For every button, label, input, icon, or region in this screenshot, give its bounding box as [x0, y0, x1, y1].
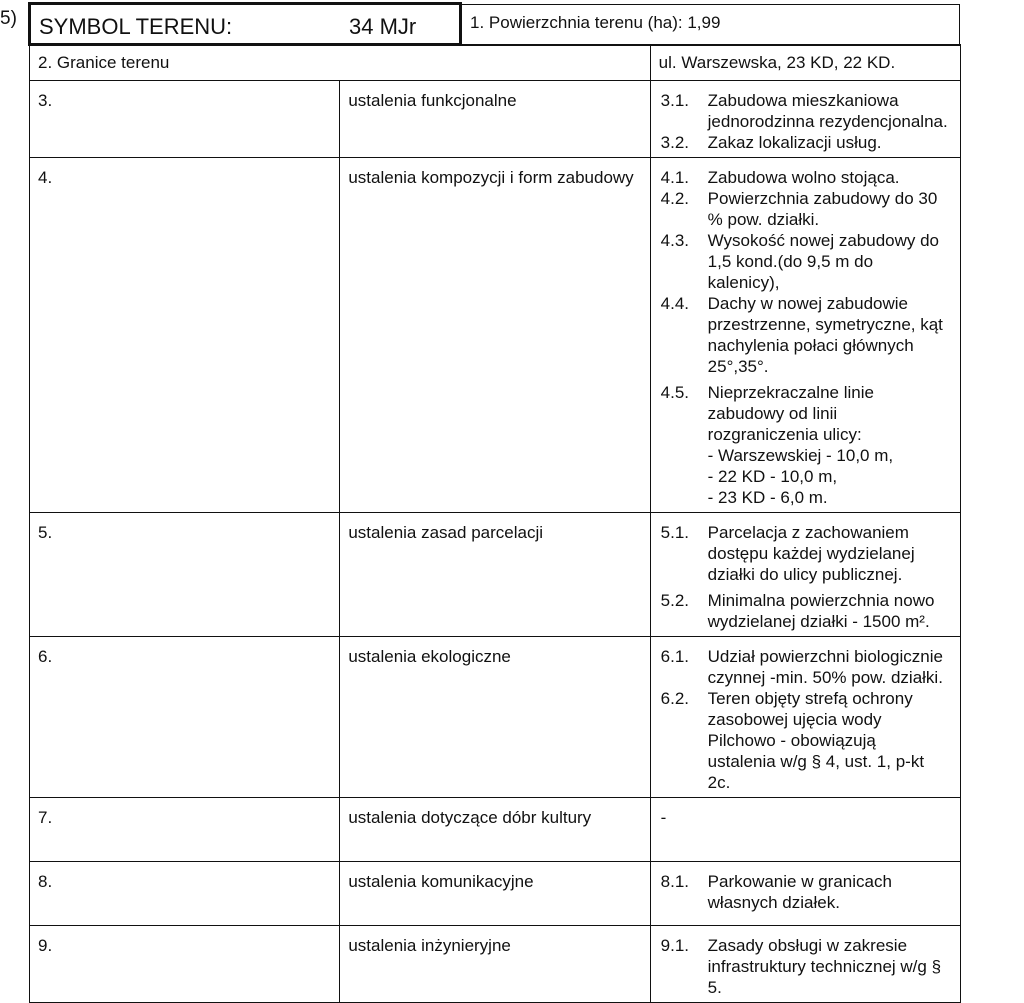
section-number: 5) [0, 8, 17, 29]
row-number: 9. [30, 926, 340, 1003]
list-item: 6.2. Teren objęty strefą ochrony zasobowej ujęcia wody Pilchowo - obowiązują ustalenia w/g § 4, ust. 1, p-kt 2c. [660, 689, 925, 792]
list-item: 8.1. Parkowanie w granicach własnych działek. [660, 872, 892, 912]
row-items [650, 798, 960, 862]
table-row [30, 513, 961, 637]
list-item: 6.1. Udział powierzchni biologicznie czynnej -min. 50% pow. działki. [660, 647, 943, 687]
list-subitem: - Warszewskiej - 10,0 m, [707, 446, 894, 465]
row-name: ustalenia dotyczące dóbr kultury [340, 798, 650, 862]
row-name: ustalenia zasad parcelacji [340, 513, 650, 637]
table-row [30, 798, 961, 862]
row-name: ustalenia inżynieryjne [340, 926, 650, 1003]
row-items [650, 81, 960, 158]
row-number: 8. [30, 862, 340, 926]
table-row [30, 158, 961, 513]
row-number: 7. [30, 798, 340, 862]
header-block [28, 2, 960, 44]
symbol-box [28, 2, 462, 46]
row-items [650, 513, 960, 637]
symbol-value: 34 MJr [349, 14, 417, 39]
row-items [650, 158, 960, 513]
list-subitem: - 23 KD - 6,0 m. [707, 488, 828, 507]
table-row [30, 45, 961, 81]
row-items [650, 862, 960, 926]
list-subitem: - 22 KD - 10,0 m, [707, 467, 838, 486]
list-item: 3.1. Zabudowa mieszkaniowa jednorodzinna rezydencjonalna. [660, 91, 948, 131]
row-items [650, 637, 960, 798]
area-box [462, 4, 960, 46]
row-name: ustalenia kompozycji i form zabudowy [340, 158, 650, 513]
row-number: 6. [30, 637, 340, 798]
list-item: 4.5. Nieprzekraczalne linie zabudowy od linii rozgraniczenia ulicy: [660, 383, 874, 444]
list-item: - [660, 808, 667, 827]
table-row [30, 926, 961, 1003]
row-number: 4. [30, 158, 340, 513]
row-number: 5. [30, 513, 340, 637]
list-item: 4.3. Wysokość nowej zabudowy do 1,5 kond.(do 9,5 m do kalenicy), [660, 231, 940, 292]
list-item: 4.4. Dachy w nowej zabudowie przestrzenne, symetryczne, kąt nachylenia połaci głównych 25°,35°. [660, 294, 943, 376]
row-items [650, 926, 960, 1003]
table-row [30, 81, 961, 158]
boundaries-label: 2. Granice terenu [30, 45, 651, 81]
row-number: 3. [30, 81, 340, 158]
list-item: 4.1. Zabudowa wolno stojąca. [660, 168, 900, 187]
row-name: ustalenia komunikacyjne [340, 862, 650, 926]
provisions-table [29, 44, 961, 1003]
list-item: 4.2. Powierzchnia zabudowy do 30 % pow. działki. [660, 189, 938, 229]
list-item: 3.2. Zakaz lokalizacji usług. [660, 133, 882, 152]
row-name: ustalenia funkcjonalne [340, 81, 650, 158]
list-item: 5.1. Parcelacja z zachowaniem dostępu każdej wydzielanej działki do ulicy publicznej. [660, 523, 915, 584]
list-item: 9.1. Zasady obsługi w zakresie infrastruktury technicznej w/g § 5. [660, 936, 942, 997]
row-name: ustalenia ekologiczne [340, 637, 650, 798]
symbol-label: SYMBOL TERENU: [39, 14, 233, 39]
boundaries-value: ul. Warszewska, 23 KD, 22 KD. [650, 45, 960, 81]
table-row [30, 862, 961, 926]
list-item: 5.2. Minimalna powierzchnia nowo wydzielanej działki - 1500 m². [660, 591, 935, 631]
table-row [30, 637, 961, 798]
area-text: 1. Powierzchnia terenu (ha): 1,99 [470, 13, 721, 32]
